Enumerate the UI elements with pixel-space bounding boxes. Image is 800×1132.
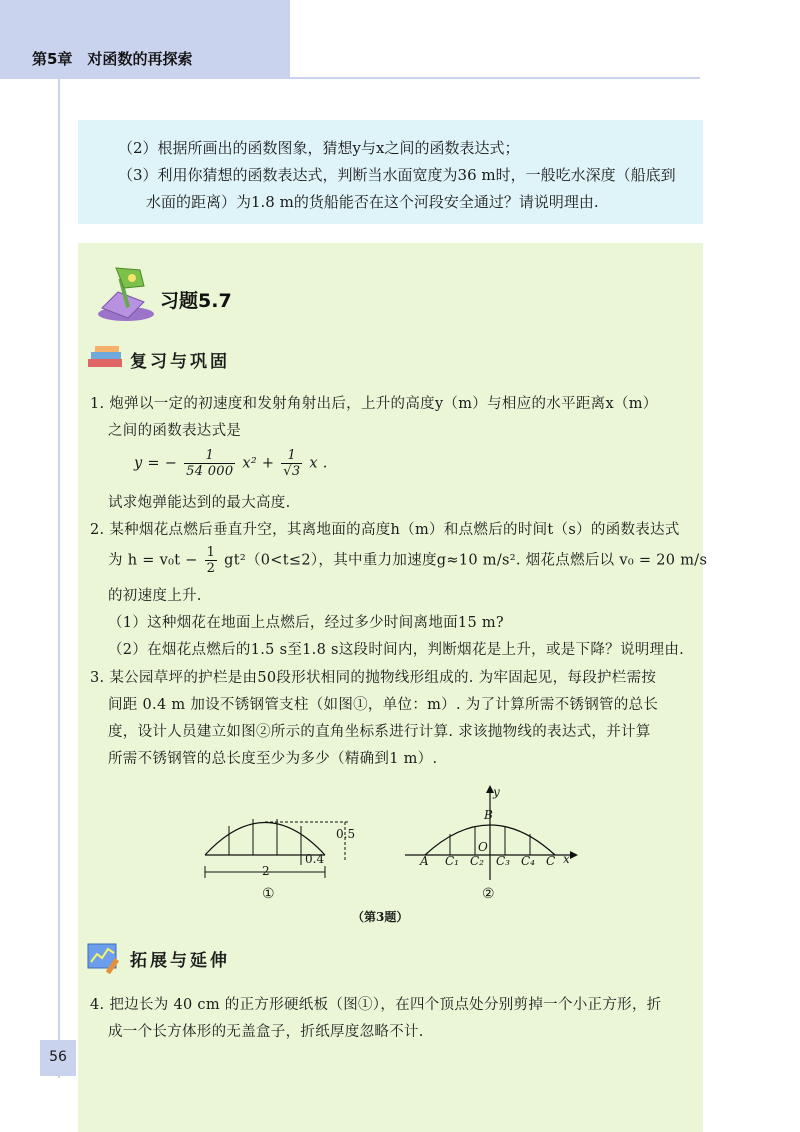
exercise-title: 习题5.7 bbox=[160, 290, 232, 312]
books-icon bbox=[86, 345, 126, 369]
p4-line1: 4. 把边长为 40 cm 的正方形硬纸板（图①），在四个顶点处分别剪掉一个小正方形，折 bbox=[90, 997, 662, 1013]
axis-x-label: x bbox=[563, 852, 570, 866]
point-C1: C₁ bbox=[445, 854, 459, 868]
point-C4: C₄ bbox=[521, 854, 535, 868]
left-margin-rule bbox=[58, 78, 60, 1078]
chapter-title: 第5章 对函数的再探索 bbox=[32, 50, 193, 68]
point-O: O bbox=[478, 840, 488, 854]
p2-q2: （2）在烟花点燃后的1.5 s至1.8 s这段时间内，判断烟花是上升，或是下降？说明理由. bbox=[108, 642, 685, 658]
desk-lamp-icon bbox=[88, 262, 158, 324]
page-number: 56 bbox=[49, 1049, 67, 1065]
section-extension-heading: 拓展与延伸 bbox=[130, 951, 230, 971]
p3-line4: 所需不锈钢管的总长度至少为多少（精确到1 m）. bbox=[108, 751, 438, 767]
p1-line2: 之间的函数表达式是 bbox=[108, 423, 242, 439]
figure-2-coordinate bbox=[400, 785, 580, 885]
figure-caption: （第3题） bbox=[352, 910, 409, 924]
p2-line2: 为 h = v₀t − $\frac{1}{2}$ gt²（0<t≤2），其中重力加速度g≈10 m/s². 烟花点燃后以 v₀ = 20 m/s bbox=[108, 545, 708, 576]
dim-height: 0.5 bbox=[336, 827, 356, 841]
fraction-2: $\frac{1}{√3}$ bbox=[283, 448, 301, 479]
header-rule bbox=[0, 77, 700, 79]
p3-line1: 3. 某公园草坪的护栏是由50段形状相同的抛物线形组成的. 为牢固起见，每段护栏需按 bbox=[90, 670, 657, 686]
point-C2: C₂ bbox=[470, 854, 484, 868]
chart-pencil-icon bbox=[86, 940, 126, 974]
p1-formula: y = − $\frac{1}{54 000}$ x² + $\frac{1}{√3}$ x . bbox=[134, 448, 328, 479]
axis-y-label: y bbox=[493, 785, 500, 799]
continued-q3-line1: （3）利用你猜想的函数表达式，判断当水面宽度为36 m时，一般吃水深度（船底到 bbox=[118, 166, 676, 184]
point-C3: C₃ bbox=[496, 854, 510, 868]
dim-spacing: 0.4 bbox=[305, 852, 325, 866]
p1-line3: 试求炮弹能达到的最大高度. bbox=[108, 495, 291, 511]
p1-line1: 1. 炮弹以一定的初速度和发射角射出后，上升的高度y（m）与相应的水平距离x（m） bbox=[90, 396, 658, 412]
p2-line3: 的初速度上升. bbox=[108, 588, 202, 604]
p3-line2: 间距 0.4 m 加设不锈钢管支柱（如图①，单位：m）. 为了计算所需不锈钢管的总长 bbox=[108, 697, 659, 713]
continued-q2: （2）根据所画出的函数图象，猜想y与x之间的函数表达式； bbox=[118, 139, 520, 157]
fraction-1: $\frac{1}{54 000}$ bbox=[186, 448, 234, 479]
figure-2-label: ② bbox=[482, 886, 495, 902]
point-B: B bbox=[484, 808, 493, 822]
page-number-box bbox=[40, 1040, 76, 1076]
p2-line1: 2. 某种烟花点燃后垂直升空，其离地面的高度h（m）和点燃后的时间t（s）的函数表达式 bbox=[90, 522, 680, 538]
figure-1-label: ① bbox=[262, 886, 275, 902]
figure-1-railing bbox=[195, 800, 365, 890]
fraction-half: $\frac{1}{2}$ bbox=[206, 545, 216, 576]
point-C: C bbox=[546, 854, 556, 868]
section-review-heading: 复习与巩固 bbox=[130, 352, 230, 372]
p3-line3: 度，设计人员建立如图②所示的直角坐标系进行计算. 求该抛物线的表达式，并计算 bbox=[108, 724, 651, 740]
p4-line2: 成一个长方体形的无盖盒子，折纸厚度忽略不计. bbox=[108, 1024, 424, 1040]
dim-width: 2 bbox=[262, 864, 270, 878]
continued-q3-line2: 水面的距离）为1.8 m的货船能否在这个河段安全通过？请说明理由. bbox=[146, 193, 599, 211]
point-A: A bbox=[420, 854, 429, 868]
p2-q1: （1）这种烟花在地面上点燃后，经过多少时间离地面15 m? bbox=[108, 615, 505, 631]
